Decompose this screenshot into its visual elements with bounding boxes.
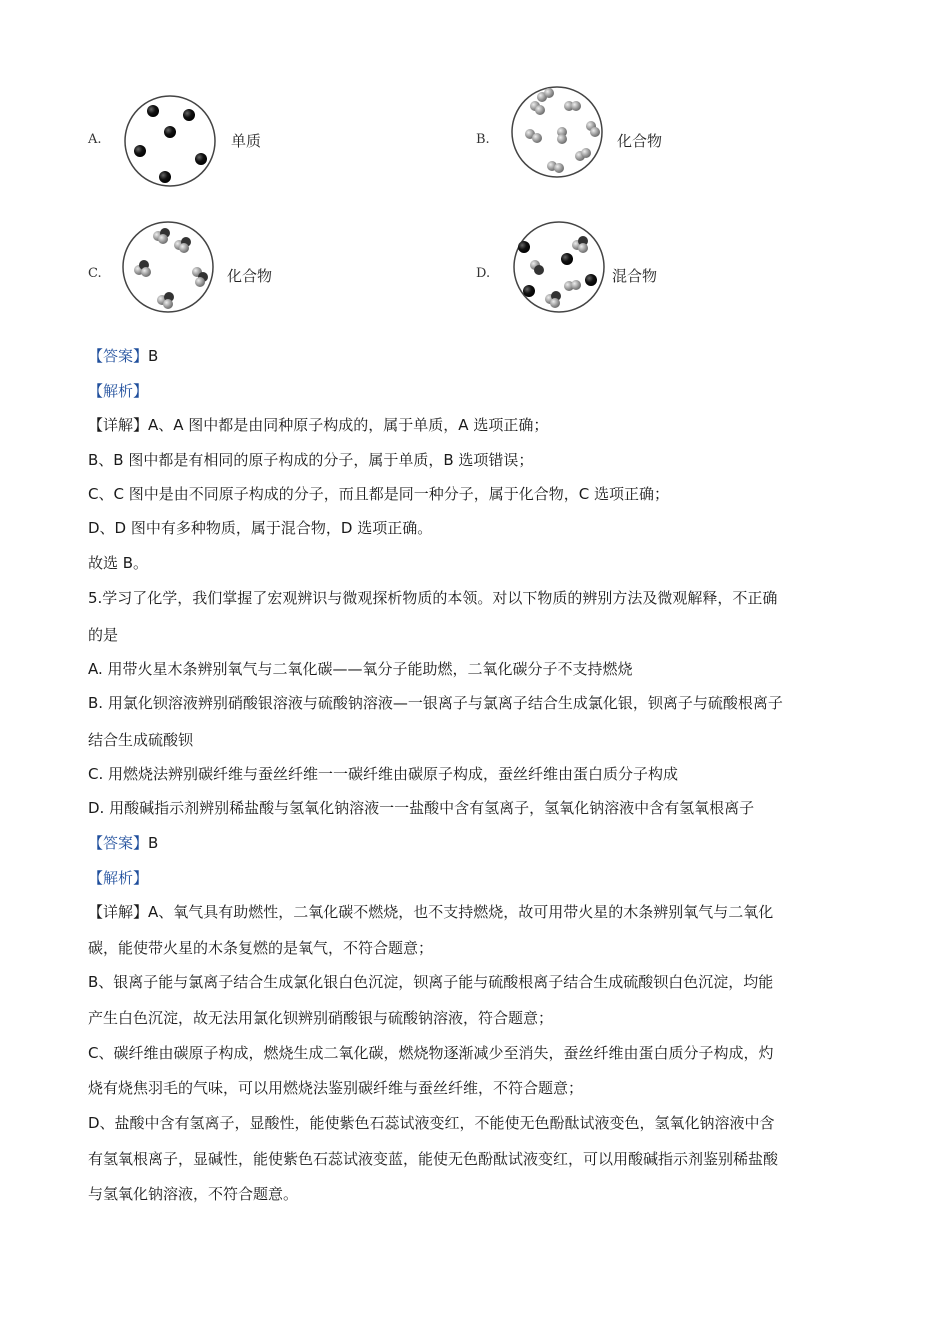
q5-choice-c: C. 用燃烧法辨别碳纤维与蚕丝纤维一一碳纤维由碳原子构成，蚕丝纤维由蛋白质分子构成 bbox=[88, 765, 679, 783]
q5-detail-1 bbox=[88, 901, 773, 923]
option-c-label: 化合物 bbox=[227, 267, 273, 285]
molecule bbox=[586, 121, 600, 137]
option-d-label: 混合物 bbox=[612, 267, 658, 285]
molecule bbox=[525, 129, 542, 143]
option-d bbox=[0, 215, 950, 330]
molecule bbox=[530, 260, 544, 275]
q4-analysis bbox=[88, 380, 148, 402]
q5-analysis bbox=[88, 867, 148, 889]
answer-tag: 【答案】 bbox=[88, 347, 149, 365]
detail-text: A、氧气具有助燃性，二氧化碳不燃烧，也不支持燃烧，故可用带火星的木条辨别氧气与二氧化 bbox=[148, 903, 774, 921]
option-a-label: 单质 bbox=[231, 132, 262, 150]
detail-text: A、A 图中都是由同种原子构成的，属于单质，A 选项正确； bbox=[148, 416, 549, 434]
q4-answer bbox=[88, 345, 158, 367]
molecule bbox=[530, 101, 545, 115]
q4-conclusion: 故选 B。 bbox=[88, 554, 149, 572]
option-d-letter: D. bbox=[476, 266, 491, 281]
q5-choice-b-2: 结合生成硫酸钡 bbox=[88, 731, 194, 749]
q4-detail-2: B、B 图中都是有相同的原子构成的分子，属于单质，B 选项错误； bbox=[88, 451, 534, 469]
q5-detail-7: D、盐酸中含有氢离子，显酸性，能使紫色石蕊试液变红，不能使无色酚酞试液变色，氢氧化钠溶液中含 bbox=[88, 1114, 775, 1132]
q5-detail-4: 产生白色沉淀，故无法用氯化钡辨别硝酸银与硫酸钠溶液，符合题意； bbox=[88, 1009, 554, 1027]
option-a-letter: A. bbox=[88, 132, 102, 147]
molecule bbox=[545, 291, 561, 308]
molecule bbox=[564, 101, 581, 111]
option-b-diagram bbox=[507, 82, 607, 182]
molecule bbox=[557, 127, 567, 144]
q5-choice-a: A. 用带火星木条辨别氧气与二氧化碳——氧分子能助燃，二氧化碳分子不支持燃烧 bbox=[88, 660, 633, 678]
q5-detail-8: 有氢氧根离子，显碱性，能使紫色石蕊试液变蓝，能使无色酚酞试液变红，可以用酸碱指示剂鉴别稀盐酸 bbox=[88, 1150, 779, 1168]
molecule bbox=[575, 148, 591, 161]
q5-answer bbox=[88, 832, 158, 854]
analysis-tag: 【解析】 bbox=[88, 382, 149, 400]
option-b bbox=[0, 80, 950, 195]
q5-stem-2: 的是 bbox=[88, 626, 119, 644]
option-d-diagram bbox=[509, 217, 609, 317]
option-c-letter: C. bbox=[88, 266, 102, 281]
q5-detail-5: C、碳纤维由碳原子构成，燃烧生成二氧化碳，燃烧物逐渐减少至消失，蚕丝纤维由蛋白质分子构成，灼 bbox=[88, 1044, 774, 1062]
q5-detail-2: 碳，能使带火星的木条复燃的是氧气，不符合题意； bbox=[88, 939, 434, 957]
detail-tag: 【详解】 bbox=[88, 903, 149, 921]
option-b-letter: B. bbox=[476, 132, 490, 147]
molecule bbox=[547, 161, 564, 173]
answer-value: B bbox=[148, 347, 159, 365]
q4-detail-1 bbox=[88, 414, 548, 436]
molecule bbox=[564, 280, 581, 291]
q4-detail-3: C、C 图中是由不同原子构成的分子，而且都是同一种分子，属于化合物，C 选项正确； bbox=[88, 485, 669, 503]
q5-detail-9: 与氢氧化钠溶液，不符合题意。 bbox=[88, 1185, 299, 1203]
q5-choice-b-1: B. 用氯化钡溶液辨别硝酸银溶液与硫酸钠溶液—一银离子与氯离子结合生成氯化银，钡离子与硫酸根离子 bbox=[88, 694, 783, 712]
answer-tag: 【答案】 bbox=[88, 834, 149, 852]
detail-tag: 【详解】 bbox=[88, 416, 149, 434]
answer-value: B bbox=[148, 834, 159, 852]
analysis-tag: 【解析】 bbox=[88, 869, 149, 887]
q5-choice-d: D. 用酸碱指示剂辨别稀盐酸与氢氧化钠溶液一一盐酸中含有氢离子，氢氧化钠溶液中含有氢氧根离子 bbox=[88, 799, 755, 817]
q5-detail-3: B、银离子能与氯离子结合生成氯化银白色沉淀，钡离子能与硫酸根离子结合生成硫酸钡白色沉淀，均能 bbox=[88, 973, 774, 991]
q5-stem-1: 5.学习了化学，我们掌握了宏观辨识与微观探析物质的本领。对以下物质的辨别方法及微观解释，不正确 bbox=[88, 589, 778, 607]
option-b-label: 化合物 bbox=[617, 132, 663, 150]
molecule bbox=[572, 236, 588, 253]
q4-detail-4: D、D 图中有多种物质，属于混合物，D 选项正确。 bbox=[88, 519, 433, 537]
q5-detail-6: 烧有烧焦羽毛的气味，可以用燃烧法鉴别碳纤维与蚕丝纤维，不符合题意； bbox=[88, 1079, 584, 1097]
